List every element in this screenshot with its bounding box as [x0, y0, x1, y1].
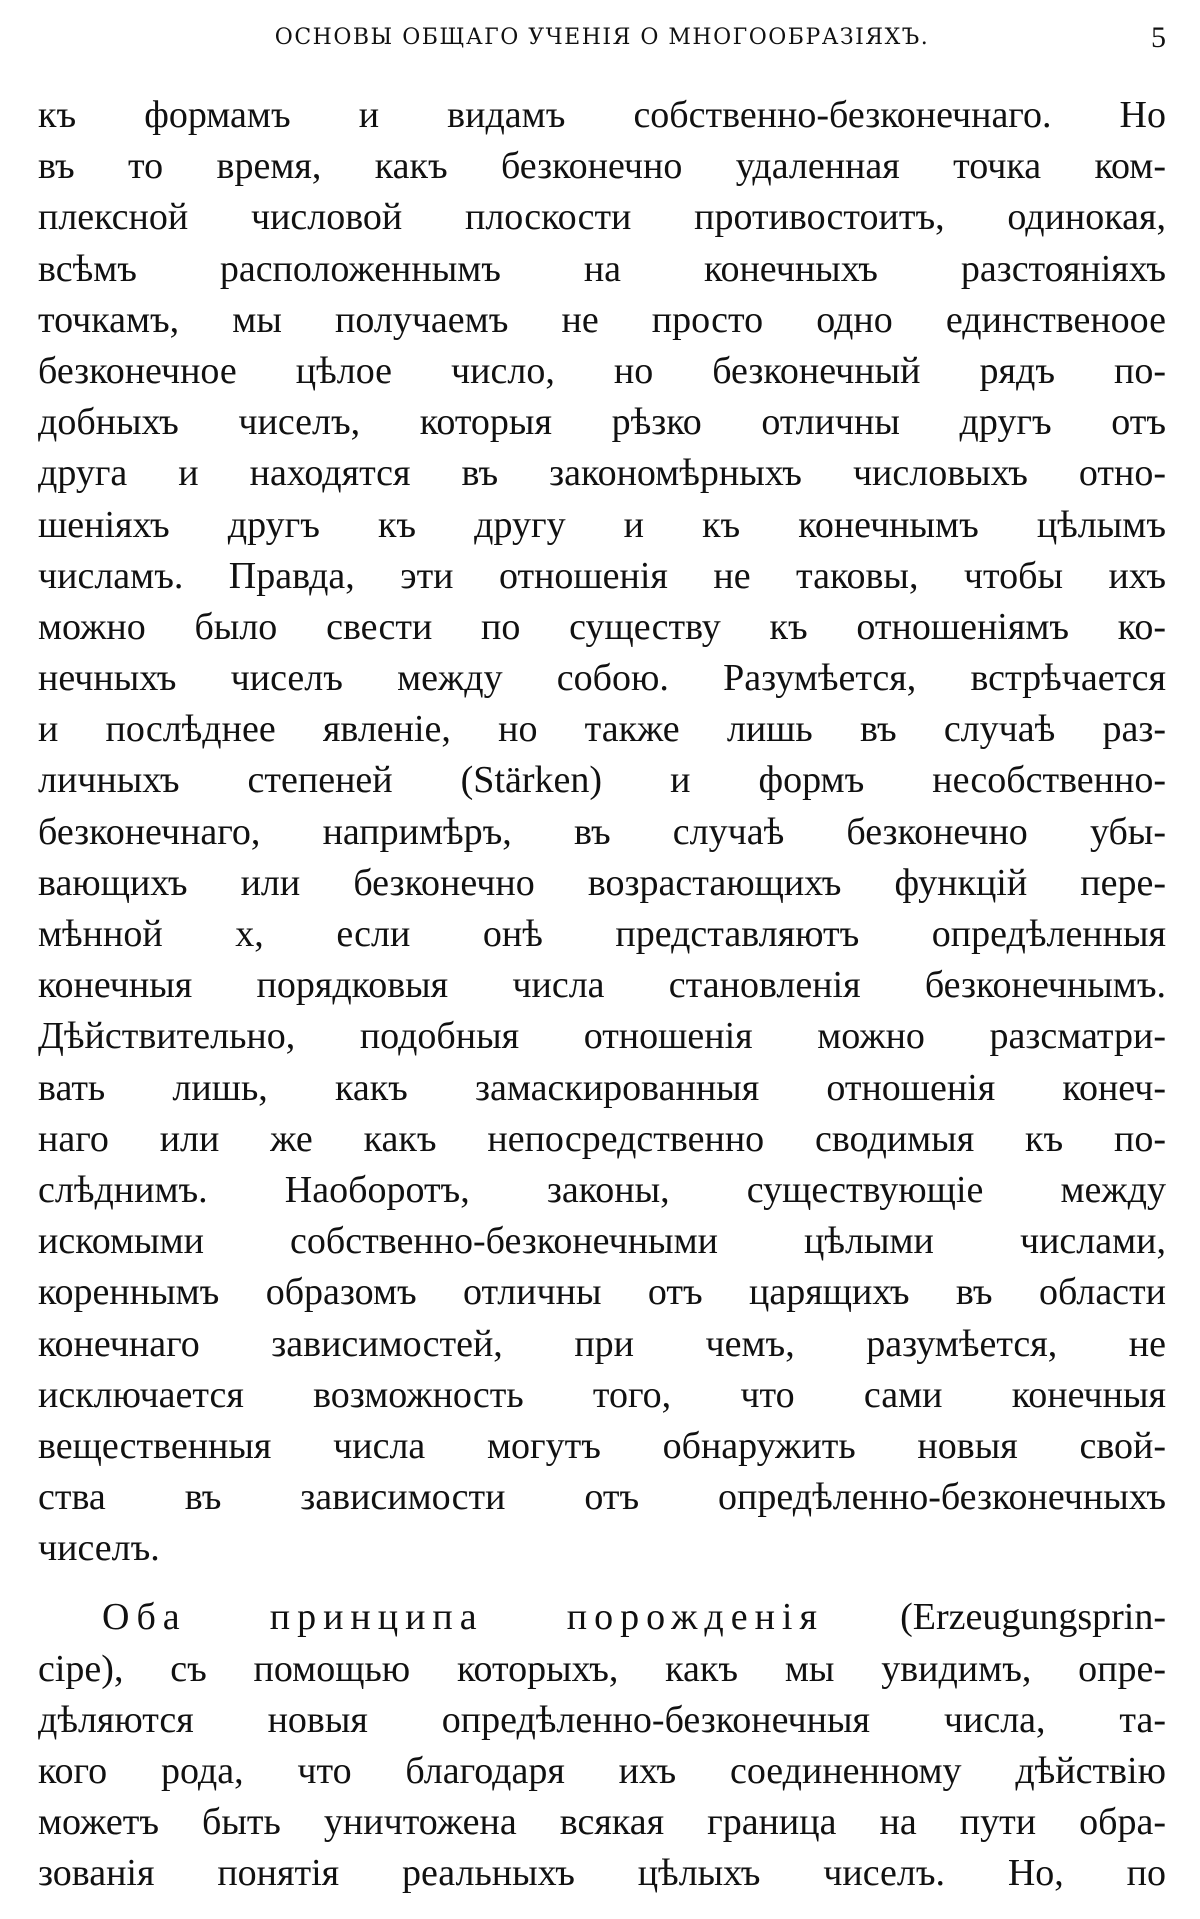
text-line: конечныя порядковыя числа становленiя безконечнымъ.: [38, 964, 1166, 1007]
text-line: наго или же какъ непосредственно сводимыя къ по-: [38, 1117, 1166, 1160]
text-line: кореннымъ образомъ отличны отъ царящихъ въ области: [38, 1271, 1166, 1314]
text-line: всѣмъ расположеннымъ на конечныхъ разстоянiяхъ: [38, 247, 1166, 290]
text-line: чиселъ.: [38, 1527, 160, 1570]
text-line: безконечнаго, напримѣръ, въ случаѣ безконечно убы-: [38, 810, 1166, 853]
text-line: вающихъ или безконечно возрастающихъ функцiй пере-: [38, 861, 1166, 904]
text-run: (Erzeugungsprin-: [823, 1596, 1166, 1639]
text-line: шенiяхъ другъ къ другу и къ конечнымъ цѣлымъ: [38, 503, 1166, 546]
text-line: личныхъ степеней (Stärken) и формъ несобственно-: [38, 759, 1166, 802]
text-line: зованiя понятiя реальныхъ цѣлыхъ чиселъ. Но, по: [38, 1852, 1166, 1895]
text-line: точкамъ, мы получаемъ не просто одно единственоое: [38, 298, 1166, 341]
text-line: числамъ. Правда, эти отношенiя не таковы, чтобы ихъ: [38, 554, 1166, 597]
text-line: и послѣднее явленiе, но также лишь въ случаѣ раз-: [38, 708, 1166, 751]
text-line: cipe), съ помощью которыхъ, какъ мы увидимъ, опре-: [38, 1647, 1166, 1690]
text-line: нечныхъ чиселъ между собою. Разумѣется, встрѣчается: [38, 657, 1166, 700]
text-line: искомыми собственно-безконечными цѣлыми числами,: [38, 1220, 1166, 1263]
text-line: конечнаго зависимостей, при чемъ, разумѣется, не: [38, 1322, 1166, 1365]
text-line: вать лишь, какъ замаскированныя отношенiя конеч-: [38, 1066, 1166, 1109]
text-line: вещественныя числа могутъ обнаружить новыя свой-: [38, 1424, 1166, 1467]
text-line: въ то время, какъ безконечно удаленная точка ком-: [38, 145, 1166, 188]
text-line: мѣнной x, если онѣ представляютъ опредѣленныя: [38, 913, 1166, 955]
text-line: можно было свести по существу къ отношенiямъ ко-: [38, 605, 1166, 648]
paragraph-1: [38, 90, 1166, 1574]
text-line: къ формамъ и видамъ собственно-безконечнаго. Но: [38, 94, 1166, 136]
page-number: 5: [1151, 21, 1166, 54]
spaced-emphasis: Оба принципа порожденiя: [102, 1596, 824, 1639]
text-line: исключается возможность того, что сами конечныя: [38, 1373, 1166, 1416]
text-line: можетъ быть уничтожена всякая граница на пути обра-: [38, 1801, 1166, 1844]
text-line: Дѣйствительно, подобныя отношенiя можно разсматри-: [38, 1015, 1166, 1058]
text-line: плексной числовой плоскости противостоитъ, одинокая,: [38, 196, 1166, 239]
running-title: ОСНОВЫ ОБЩАГО УЧЕНIЯ О МНОГООБРАЗIЯХЪ.: [274, 25, 930, 50]
text-line: дѣляются новыя опредѣленно-безконечныя числа, та-: [38, 1698, 1166, 1741]
running-header: [38, 18, 1166, 66]
text-line: слѣднимъ. Наоборотъ, законы, существующiе между: [38, 1168, 1166, 1211]
paragraph-2: [38, 1592, 1166, 1899]
text-line: добныхъ чиселъ, которыя рѣзко отличны другъ отъ: [38, 401, 1166, 444]
text-line: безконечное цѣлое число, но безконечный рядъ по-: [38, 349, 1166, 392]
text-line: друга и находятся въ закономѣрныхъ числовыхъ отно-: [38, 452, 1166, 495]
text-line: ства въ зависимости отъ опредѣленно-безконечныхъ: [38, 1476, 1166, 1519]
text-line: кого рода, что благодаря ихъ соединенному дѣйствiю: [38, 1750, 1166, 1792]
body-text: [38, 90, 1166, 1900]
text-line-first: [38, 1592, 1166, 1643]
paragraph-gap: [38, 1574, 1166, 1592]
